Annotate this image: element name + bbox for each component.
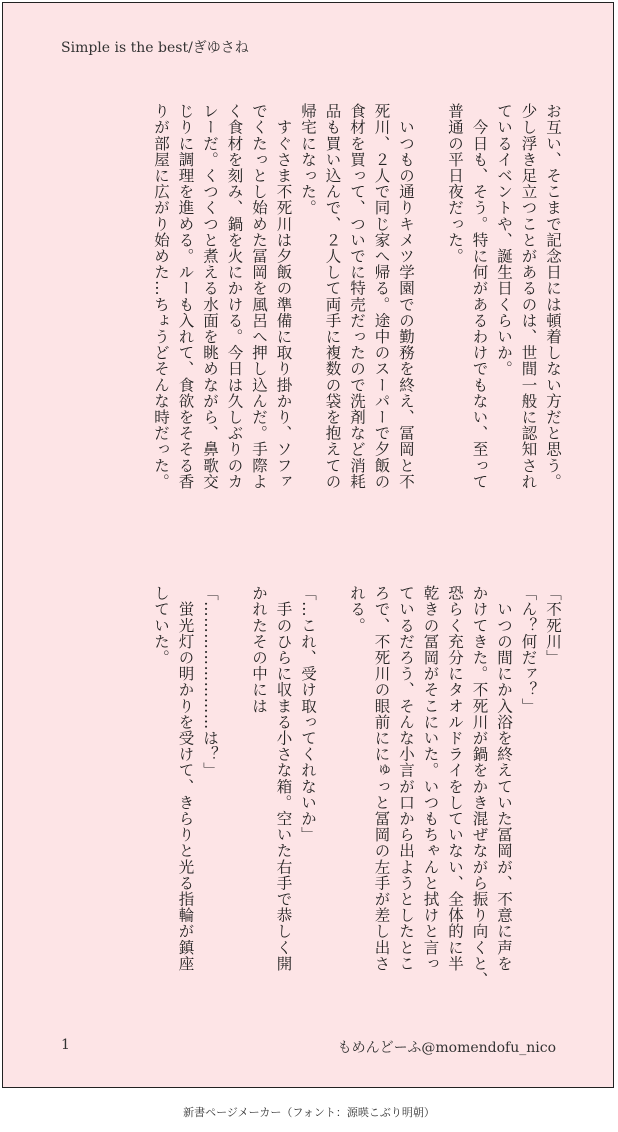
running-header: Simple is the best/ぎゆさね [61,40,249,56]
page-number: 1 [61,1037,70,1053]
text-block-lower: 「不死川」 「ん？何だァ？」 いつの間にか入浴を終えていた冨岡が、不意に声を かけてきた。不死川が鍋をかき混ぜながら振り向くと、 恐らく充分にタオルドライをしていない、全体的に半 乾きの冨岡がそこにいた。いつもちゃんと拭けと言っ ているだろう、そんな小言が口から出ようとしたとこ ろで、不死川の眼前ににゅっと冨岡の左手が差し出さ れる。 「…これ、受け取ってくれないか」 手のひらに収まる小さな箱。空いた右手で恭しく開 かれたその中には 「……………………は？」 蛍光灯の明かりを受けて、きらりと光る指輪が鎮座 していた。 [152,585,562,988]
author-credit: もめんどーふ@momendofu_nico [337,1040,556,1056]
book-page [2,2,614,1088]
generator-caption: 新書ページメーカー（フォント：源暎こぶり明朝） [183,1106,435,1119]
text-block-upper: お互い、そこまで記念日には頓着しない方だと思う。 少し浮き足立つことがあるのは、世間一般に認知され ているイベントや、誕生日くらいか。 今日も、そう。特に何があるわけでもない、至って 普通の平日夜だった。 いつもの通りキメツ学園での勤務を終え、冨岡と不 死川、２人で同じ家へ帰る。途中のスーパーで夕飯の 食材を買って、ついでに特売だったので洗剤など消耗 品も買い込んで、２人して両手に複数の袋を抱えての 帰宅になった。 すぐさま不死川は夕飯の準備に取り掛かり、ソファ でくたっとし始めた冨岡を風呂へ押し込んだ。手際よ く食材を刻み、鍋を火にかける。今日は久しぶりのカ レーだ。くつくつと煮える水面を眺めながら、鼻歌交 じりに調理を進める。ルーも入れて、食欲をそそる香 りが部屋に広がり始めた…ちょうどそんな時だった。 [152,103,562,490]
